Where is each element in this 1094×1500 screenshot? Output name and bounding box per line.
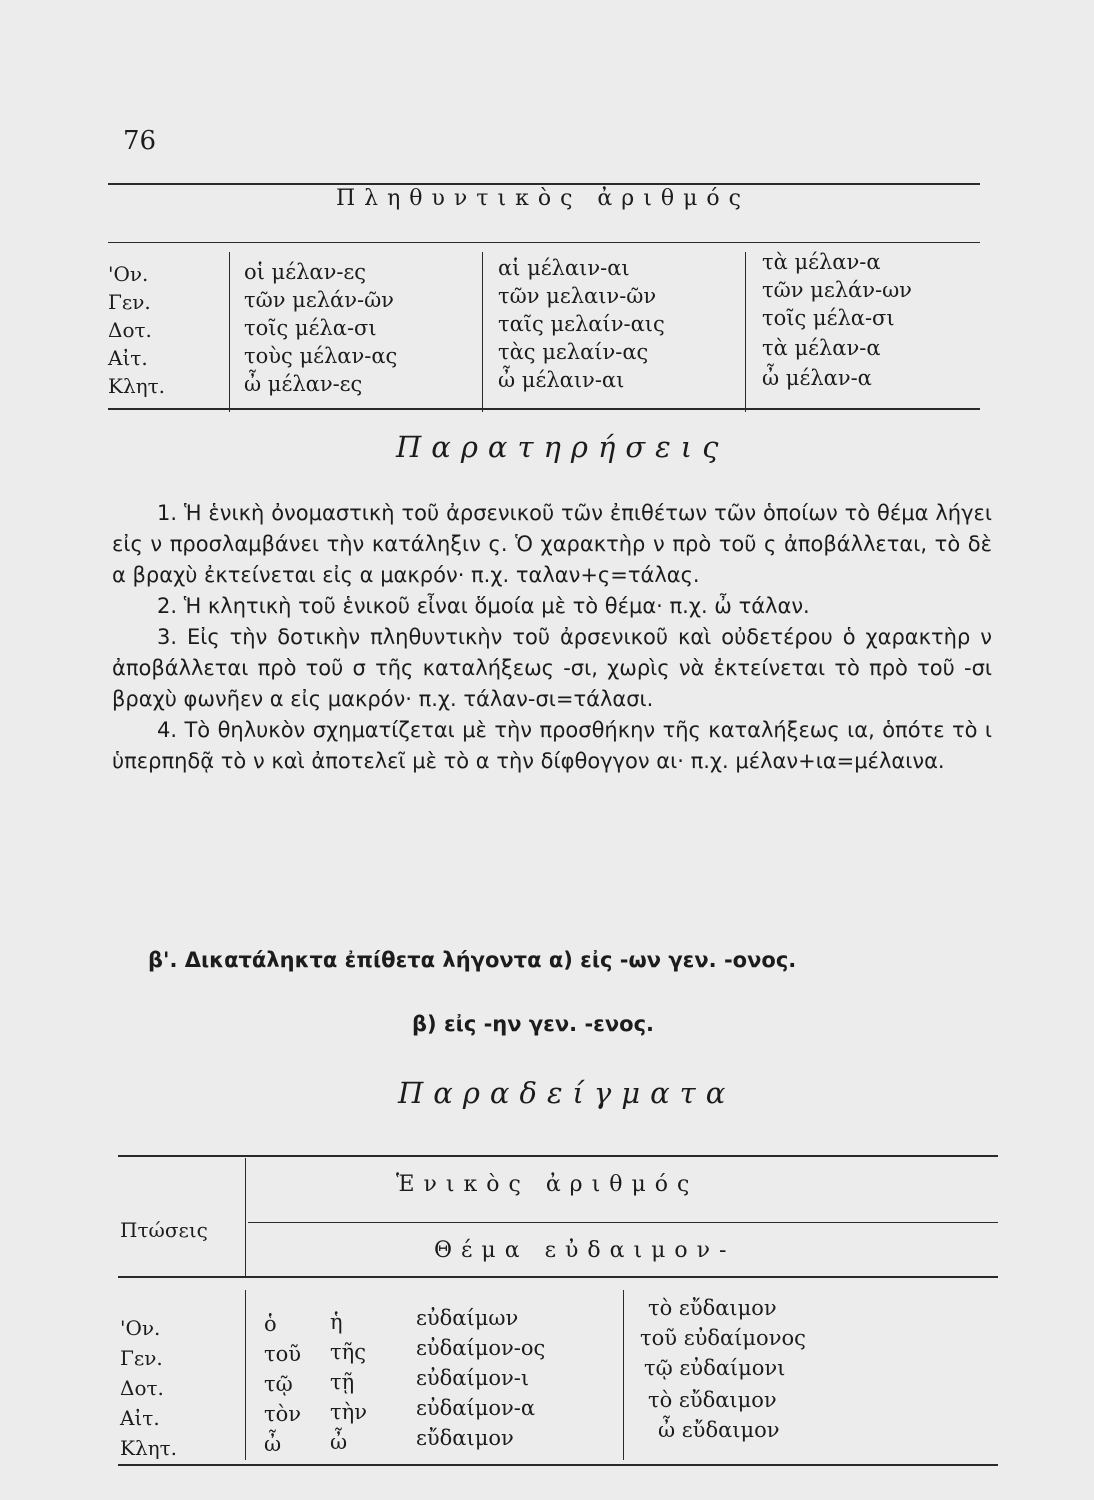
neuter-form: τὰ μέλαν-α — [762, 336, 881, 360]
section-title: β'. Δικατάληκτα ἐπίθετα λήγοντα α) εἰς -ων γεν. -ονος. — [148, 948, 797, 972]
stem-label: Θέμα εὐδαιμον- — [434, 1238, 736, 1263]
feminine-form: τὰς μελαίν-ας — [498, 340, 649, 364]
column-divider — [245, 1158, 246, 1276]
masculine-form: ὦ μέλαν-ες — [244, 372, 363, 396]
neuter-form: τὸ εὔδαιμον — [648, 1388, 777, 1412]
neuter-form: τῶν μελάν-ων — [762, 278, 912, 302]
form-masc-fem: εὔδαιμον — [416, 1426, 514, 1450]
table-bottom-rule — [108, 408, 980, 410]
case-label: Αἰτ. — [120, 1406, 160, 1430]
caption-rule — [248, 1222, 998, 1223]
examples-heading: Παραδείγματα — [398, 1076, 736, 1110]
column-divider — [229, 252, 230, 412]
article-feminine: ἡ — [330, 1310, 343, 1334]
feminine-form: τῶν μελαιν-ῶν — [498, 284, 657, 308]
observations-heading: Παρατηρήσεις — [396, 430, 729, 464]
form-masc-fem: εὐδαίμον-α — [416, 1396, 536, 1420]
column-divider — [482, 252, 483, 412]
column-divider — [623, 1290, 624, 1460]
column-divider — [245, 1290, 246, 1460]
masculine-form: τοῖς μέλα-σι — [244, 316, 377, 340]
observation-item: 4. Τὸ θηλυκὸν σχηματίζεται μὲ τὴν προσθήκην τῆς καταλήξεως ια, ὁπότε τὸ ι ὑπερπηδᾷ τὸ ν καὶ ἀποτελεῖ μὲ τὸ α τὴν δίφθογγον αι· π.χ. μέλαν+ια=μέλαινα. — [112, 718, 992, 773]
feminine-form: αἱ μέλαιν-αι — [498, 256, 630, 280]
article-feminine: τῇ — [330, 1370, 355, 1394]
case-label: Αἰτ. — [108, 346, 148, 370]
neuter-form: ὦ εὔδαιμον — [658, 1418, 780, 1442]
table-bottom-rule — [118, 1464, 998, 1466]
header-bottom-rule — [118, 1276, 998, 1278]
neuter-form: τοῦ εὐδαίμονος — [640, 1326, 806, 1350]
case-label: Κλητ. — [108, 374, 166, 398]
case-label: 'Ον. — [120, 1316, 161, 1340]
article-feminine: τῆς — [330, 1340, 366, 1364]
case-label: Κλητ. — [120, 1436, 178, 1460]
case-label: Δοτ. — [120, 1376, 164, 1400]
section-subtitle: β) εἰς -ην γεν. -ενος. — [412, 1012, 655, 1036]
article-masculine: ὁ — [264, 1312, 277, 1336]
neuter-form: τοῖς μέλα-σι — [762, 306, 895, 330]
article-feminine: ὦ — [330, 1430, 348, 1454]
neuter-form: ὦ μέλαν-α — [762, 366, 872, 390]
article-masculine: ὦ — [264, 1432, 282, 1456]
article-feminine: τὴν — [330, 1400, 367, 1424]
observation-item: 1. Ἡ ἑνικὴ ὀνομαστικὴ τοῦ ἀρσενικοῦ τῶν ἐπιθέτων τῶν ὁποίων τὸ θέμα λήγει εἰς ν προσλαμβάνει τὴν κατάληξιν ς. Ὁ χαρακτὴρ ν πρὸ τοῦ ς ἀποβάλλεται, τὸ δὲ α βραχὺ ἐκτείνεται εἰς α μακρόν· π.χ. ταλαν+ς=τάλας. — [112, 501, 992, 587]
form-masc-fem: εὐδαίμων — [416, 1306, 519, 1330]
article-masculine: τῷ — [264, 1372, 293, 1396]
feminine-form: ταῖς μελαίν-αις — [498, 312, 665, 336]
singular-table-caption: Ἑνικὸς ἀριθμός — [396, 1172, 699, 1197]
case-label: Γεν. — [120, 1346, 163, 1370]
case-label: Γεν. — [108, 290, 151, 314]
article-masculine: τοῦ — [264, 1342, 302, 1366]
plural-table-caption: Πληθυντικὸς ἀριθμός — [336, 186, 750, 211]
cases-header: Πτώσεις — [120, 1218, 208, 1242]
masculine-form: τοὺς μέλαν-ας — [244, 344, 398, 368]
masculine-form: τῶν μελάν-ῶν — [244, 288, 394, 312]
masculine-form: οἱ μέλαν-ες — [244, 260, 367, 284]
neuter-form: τῷ εὐδαίμονι — [644, 1356, 786, 1380]
case-label: 'Ον. — [108, 262, 149, 286]
observation-item: 2. Ἡ κλητικὴ τοῦ ἑνικοῦ εἶναι ὅμοία μὲ τὸ θέμα· π.χ. ὦ τάλαν. — [157, 594, 810, 618]
table-top-rule — [118, 1155, 998, 1157]
neuter-form: τὰ μέλαν-α — [762, 250, 881, 274]
column-divider — [745, 252, 746, 412]
case-label: Δοτ. — [108, 318, 152, 342]
page-number: 76 — [123, 126, 157, 156]
table-top-rule — [108, 183, 980, 185]
neuter-form: τὸ εὔδαιμον — [648, 1296, 777, 1320]
caption-rule — [108, 242, 980, 243]
observation-item: 3. Εἰς τὴν δοτικὴν πληθυντικὴν τοῦ ἀρσενικοῦ καὶ οὐδετέρου ὁ χαρακτὴρ ν ἀποβάλλεται πρὸ τοῦ σ τῆς καταλήξεως -σι, χωρὶς νὰ ἐκτείνεται τὸ πρὸ τοῦ -σι βραχὺ φωνῆεν α εἰς μακρόν· π.χ. τάλαν-σι=τάλασι. — [112, 625, 992, 711]
form-masc-fem: εὐδαίμον-ος — [416, 1336, 546, 1360]
article-masculine: τὸν — [264, 1402, 302, 1426]
feminine-form: ὦ μέλαιν-αι — [498, 368, 625, 392]
form-masc-fem: εὐδαίμον-ι — [416, 1366, 530, 1390]
observations-text — [112, 498, 992, 777]
